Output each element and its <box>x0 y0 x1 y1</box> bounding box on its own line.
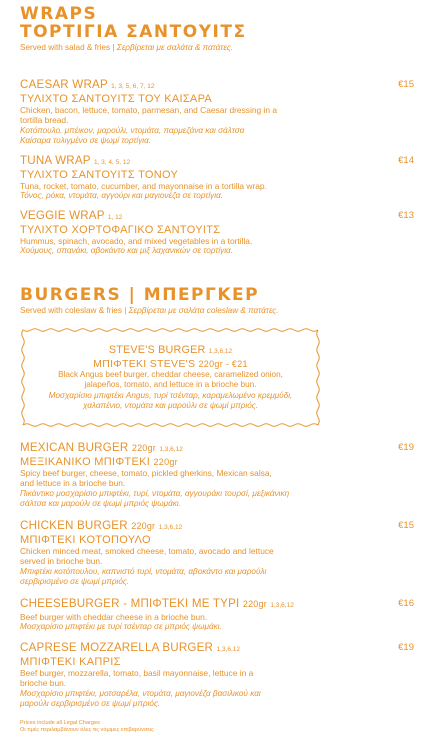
item-description-greek: Κοτόπουλο, μπέικον, μαρούλι, ντομάτα, παρμεζάνα και σάλτσα Καίσαρα τυλιγμένο σε ψωμί τορτίγια. <box>20 125 245 146</box>
item-name: VEGGIE WRAP <box>20 209 105 222</box>
item-allergens: 1,3,6,12 <box>158 524 183 531</box>
wraps-title-greek: ΤΟΡΤΙΓΙΑ ΣΑΝΤΟΥΙΤΣ <box>20 22 247 42</box>
wraps-header <box>20 5 247 52</box>
item-description: Beef burger, mozzarella, tomato, basil mayonnaise, lettuce in a brioche bun. <box>20 668 254 689</box>
menu-item-veggie-wrap <box>20 210 412 257</box>
item-weight-price: 220gr - €21 <box>198 359 248 369</box>
item-name-greek: ΜΕΞΙΚΑΝΙΚΟ ΜΠΙΦΤΕΚΙ <box>20 456 151 468</box>
menu-item-chicken-burger <box>20 520 412 588</box>
menu-item-mexican-burger <box>20 442 412 510</box>
item-description: Black Angus beef burger, cheddar cheese, caramelized onion, jalapeños, tomato, and lettuce in a brioche bun. <box>58 370 283 390</box>
item-weight: 220gr <box>242 599 267 609</box>
item-name-greek: ΜΠΙΦΤΕΚΙ STEVE'S <box>93 358 196 370</box>
item-name-greek: ΜΠΙΦΤΕΚΙ ΚΑΠΡΙΣ <box>20 656 121 668</box>
menu-item-caesar-wrap <box>20 79 412 147</box>
item-price: €14 <box>398 155 414 166</box>
item-allergens: 1,3,6,12 <box>270 602 294 609</box>
item-description-greek: Μοσχαρίσιο μπιφτέκι Angus, τυρί τσένταρ, καραμελωμένο κρεμμύδι, χαλαπένιο, ντομάτα και μαρούλι σε ψωμί μπριός. <box>48 390 293 410</box>
item-description-greek: Μοσχαρίσιο μπιφτέκι με τυρί τσένταρ σε μπριός ψωμάκι. <box>20 622 222 632</box>
item-price: €16 <box>398 598 414 609</box>
item-price: €13 <box>398 210 414 221</box>
item-allergens: 1, 12 <box>107 214 123 221</box>
item-description: Spicy beef burger, cheese, tomato, pickled gherkins, Mexican salsa, and lettuce in a brioche bun. <box>20 468 272 489</box>
menu-item-caprese-burger <box>20 642 412 710</box>
item-description-greek: Πικάντικο μοσχαρίσιο μπιφτέκι, τυρί, ντομάτα, αγγουράκι τουρσί, μεξικάνικη σάλτσα και μαρούλι σε ψωμί μπριός ψωμάκι. <box>20 488 290 509</box>
item-description: Chicken, bacon, lettuce, tomato, parmesan, and Caesar dressing in a tortilla bread. <box>20 105 277 126</box>
item-allergens: 1,3,6,12 <box>159 446 183 453</box>
footer-line: Prices include all Legal Charges <box>20 720 100 726</box>
footer-line-greek: Οι τιμές περιλαμβάνουν όλες τις νόμιμες επιβαρύνσεις <box>20 727 154 733</box>
burgers-subtitle: Served with coleslaw & fries | Σερβίρεται με σαλάτα coleslaw & πατάτες. <box>20 306 279 315</box>
item-description-greek: Μπιφτέκι κοτόπουλου, καπνιστό τυρί, ντομάτα, αβοκάντο και μαρούλι σερβιρισμένο σε ψωμί μπριός. <box>20 566 267 587</box>
item-description: Beef burger with cheddar cheese in a brioche bun. <box>20 612 208 622</box>
featured-item-frame <box>20 327 321 428</box>
item-description: Chicken minced meat, smoked cheese, tomato, avocado and lettuce served in brioche bun. <box>20 546 274 567</box>
item-name: CHICKEN BURGER <box>20 519 128 532</box>
legal-footer <box>20 720 154 734</box>
item-price: €15 <box>398 79 414 90</box>
menu-item-tuna-wrap <box>20 155 412 202</box>
item-name-greek: ΤΥΛΙΧΤΟ ΣΑΝΤΟΥΙΤΣ ΤΟΝΟΥ <box>20 169 179 181</box>
item-description-greek: Τόνος, ρόκα, ντομάτα, αγγούρι και μαγιονέζα σε τορτίγια. <box>20 191 224 201</box>
item-weight: 220gr <box>131 521 156 531</box>
item-description: Hummus, spinach, avocado, and mixed vegetables in a tortilla. <box>20 236 253 246</box>
wraps-subtitle: Served with salad & fries | Σερβίρεται με σαλάτα & πατάτες. <box>20 43 233 52</box>
item-description-greek: Χούμους, σπανάκι, αβοκάντο και μιξ λαχανικών σε τορτίγια. <box>20 246 234 256</box>
item-price: €19 <box>398 442 414 453</box>
menu-item-steves-burger <box>20 327 321 411</box>
item-description: Tuna, rocket, tomato, cucumber, and mayonnaise in a tortilla wrap. <box>20 181 267 191</box>
burgers-header <box>20 286 279 315</box>
item-price: €19 <box>398 642 414 653</box>
item-name-greek: ΤΥΛΙΧΤΟ ΧΟΡΤΟΦΑΓΙΚΟ ΣΑΝΤΟΥΙΤΣ <box>20 224 221 236</box>
item-allergens: 1, 3, 5, 6, 7, 12 <box>111 83 155 90</box>
item-allergens: 1,3,6,12 <box>216 646 241 653</box>
item-name: MEXICAN BURGER <box>20 441 129 454</box>
item-description-greek: Μοσχαρίσιο μπιφτέκι, μοτσαρέλα, ντομάτα, μαγιονέζα βασιλικού και μαρούλι σερβιρισμένο σε ψωμί μπριός. <box>20 688 261 709</box>
item-name: TUNA WRAP <box>20 154 91 167</box>
item-name: CAPRESE MOZZARELLA BURGER <box>20 641 214 654</box>
item-name: CAESAR WRAP <box>20 78 108 91</box>
item-allergens: 1,3,6,12 <box>208 348 233 355</box>
item-price: €15 <box>398 520 414 531</box>
burgers-title: BURGERS | ΜΠΕΡΓΚΕΡ <box>20 285 260 305</box>
item-name-greek: ΜΠΙΦΤΕΚΙ ΚΟΤΟΠΟΥΛΟ <box>20 534 151 546</box>
item-name-greek: ΤΥΛΙΧΤΟ ΣΑΝΤΟΥΙΤΣ ΤΟΥ ΚΑΙΣΑΡΑ <box>20 93 213 105</box>
item-weight-greek: 220gr <box>153 457 178 467</box>
item-allergens: 1, 3, 4, 5, 12 <box>93 159 131 166</box>
item-name: STEVE'S BURGER <box>108 344 206 356</box>
item-weight: 220gr <box>131 443 156 453</box>
item-name: CHEESEBURGER - ΜΠΙΦΤΕΚΙ ΜΕ ΤΥΡΙ <box>20 597 240 610</box>
menu-item-cheeseburger <box>20 598 412 633</box>
wraps-title: WRAPS <box>20 4 98 24</box>
